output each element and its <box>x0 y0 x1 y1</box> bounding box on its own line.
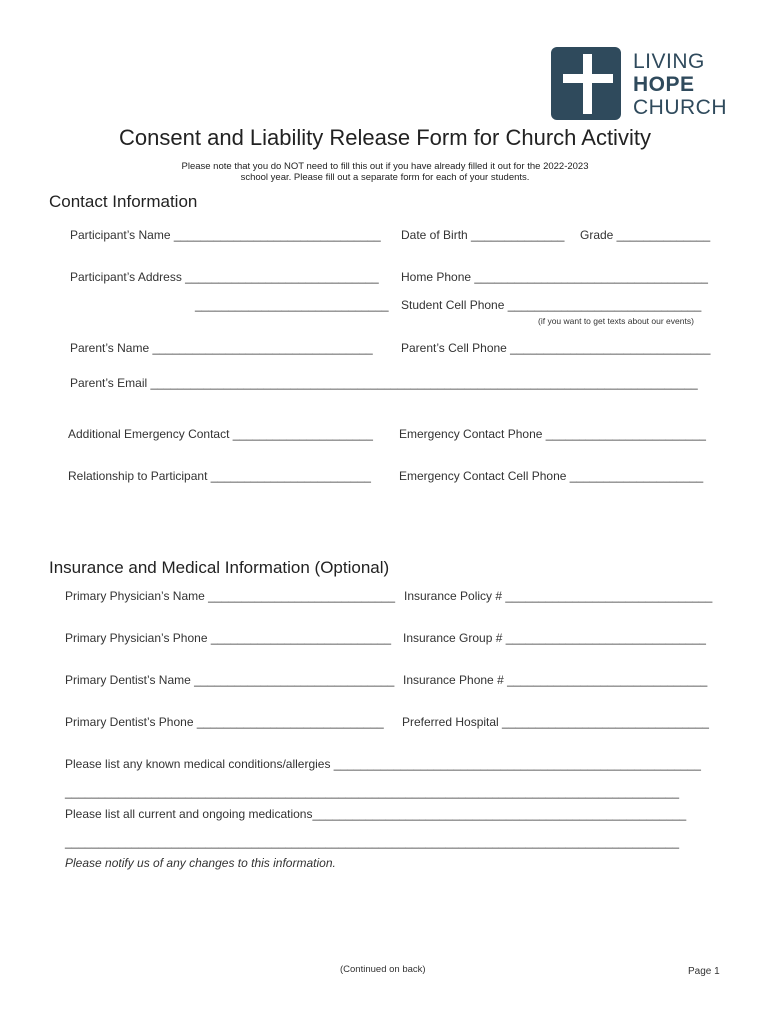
relationship-field[interactable]: Relationship to Participant ________________________ <box>68 469 371 483</box>
cross-icon-bar <box>563 74 613 83</box>
insurance-policy-field[interactable]: Insurance Policy # _______________________________ <box>404 589 713 603</box>
continued-note: (Continued on back) <box>340 964 426 975</box>
parent-cell-phone-field[interactable]: Parent’s Cell Phone ______________________________ <box>401 341 711 355</box>
student-cell-phone-field[interactable]: Student Cell Phone _____________________________ <box>401 298 702 312</box>
dentist-phone-field[interactable]: Primary Dentist’s Phone ____________________________ <box>65 715 384 729</box>
date-of-birth-field[interactable]: Date of Birth ______________ <box>401 228 565 242</box>
insurance-heading: Insurance and Medical Information (Optional) <box>49 558 390 577</box>
grade-field[interactable]: Grade ______________ <box>580 228 711 242</box>
emergency-contact-cell-field[interactable]: Emergency Contact Cell Phone ____________________ <box>399 469 704 483</box>
parent-email-field[interactable]: Parent’s Email __________________________________________________________________________________ <box>70 376 698 390</box>
note-line-1: Please note that you do NOT need to fill this out if you have already filled it out for the 2022-2023 <box>181 161 589 172</box>
texts-note: (if you want to get texts about our events) <box>538 316 694 326</box>
contact-heading: Contact Information <box>49 192 198 211</box>
home-phone-field[interactable]: Home Phone ___________________________________ <box>401 270 708 284</box>
additional-emergency-contact-field[interactable]: Additional Emergency Contact _____________________ <box>68 427 373 441</box>
dentist-name-field[interactable]: Primary Dentist’s Name ______________________________ <box>65 673 395 687</box>
physician-phone-field[interactable]: Primary Physician’s Phone ___________________________ <box>65 631 392 645</box>
note-line-2: school year. Please fill out a separate form for each of your students. <box>240 172 530 183</box>
page-title: Consent and Liability Release Form for Church Activity <box>119 125 651 150</box>
emergency-contact-phone-field[interactable]: Emergency Contact Phone ________________________ <box>399 427 706 441</box>
medications-line-2[interactable]: ____________________________________________________________________________________________ <box>65 835 679 849</box>
physician-name-field[interactable]: Primary Physician’s Name ____________________________ <box>65 589 396 603</box>
logo-text-living: LIVING <box>633 50 705 73</box>
medications-field[interactable]: Please list all current and ongoing medications________________________________________________________ <box>65 807 687 821</box>
address-line-2-field[interactable]: _____________________________ <box>195 298 389 312</box>
cross-icon <box>583 54 592 114</box>
page-number: Page 1 <box>688 966 720 977</box>
logo-text-church: CHURCH <box>633 96 727 119</box>
participant-address-field[interactable]: Participant’s Address _____________________________ <box>70 270 379 284</box>
insurance-phone-field[interactable]: Insurance Phone # ______________________________ <box>403 673 708 687</box>
insurance-group-field[interactable]: Insurance Group # ______________________________ <box>403 631 706 645</box>
parent-name-field[interactable]: Parent’s Name _________________________________ <box>70 341 373 355</box>
notify-note: Please notify us of any changes to this information. <box>65 856 336 870</box>
medical-conditions-field[interactable]: Please list any known medical conditions/allergies _______________________________________________________ <box>65 757 701 771</box>
preferred-hospital-field[interactable]: Preferred Hospital _______________________________ <box>402 715 709 729</box>
medical-conditions-line-2[interactable]: ____________________________________________________________________________________________ <box>65 785 679 799</box>
logo-text-hope: HOPE <box>633 73 695 96</box>
participant-name-field[interactable]: Participant’s Name _______________________________ <box>70 228 381 242</box>
